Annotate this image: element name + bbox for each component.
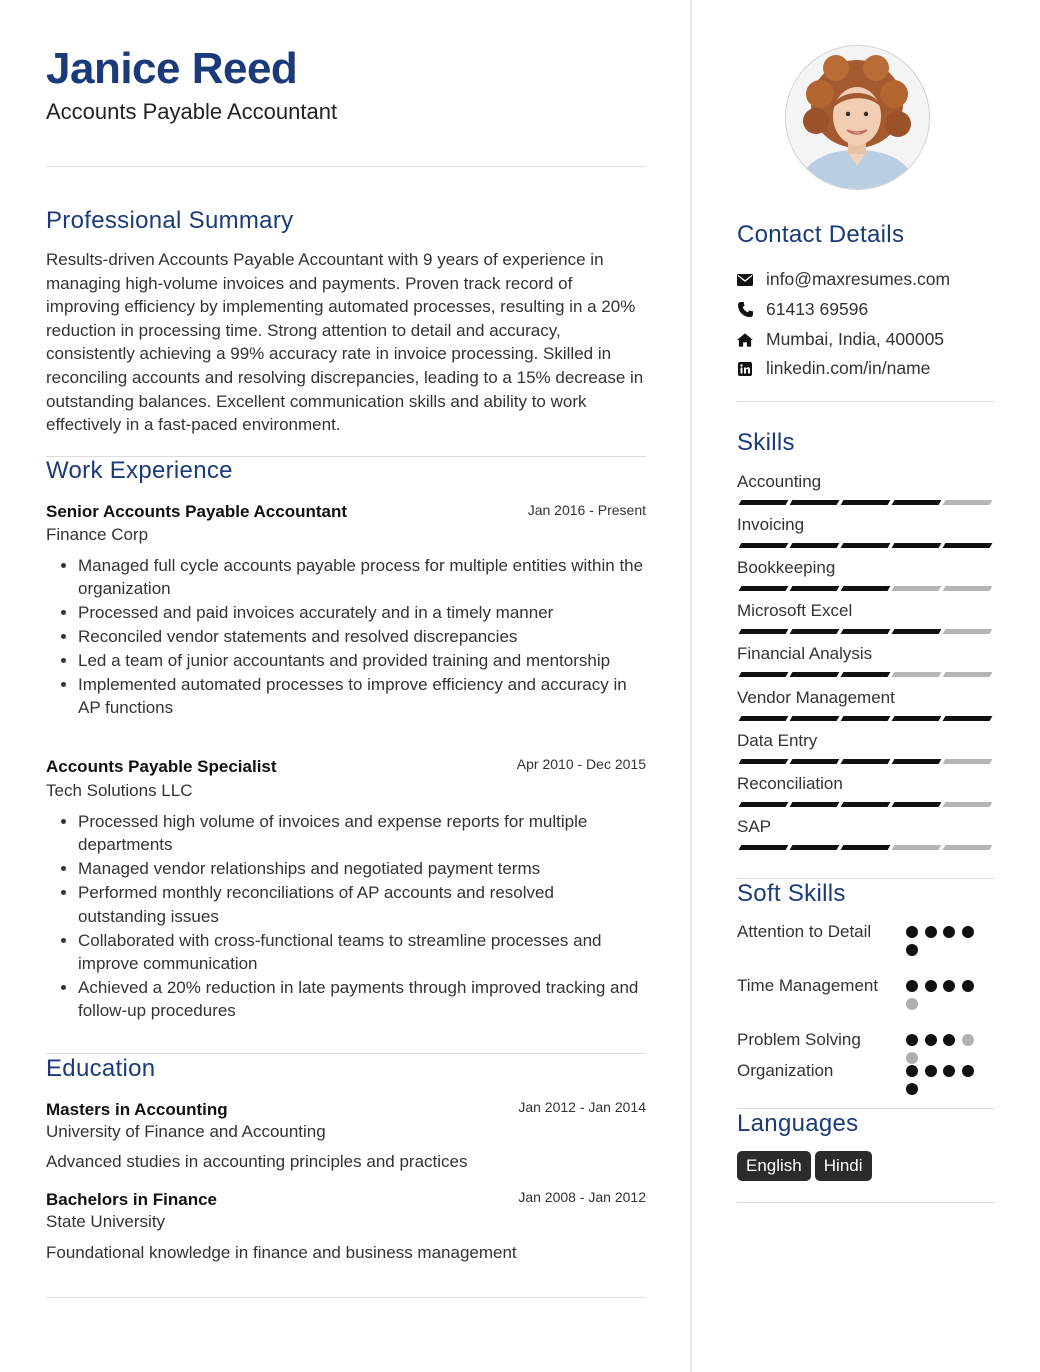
rating-dot (906, 1083, 918, 1095)
contact-email-text: info@maxresumes.com (766, 269, 951, 289)
summary-heading: Professional Summary (46, 207, 294, 234)
divider (46, 1297, 646, 1298)
rating-dot (943, 1065, 955, 1077)
contact-address (737, 329, 944, 350)
skill-level-bar (740, 802, 991, 807)
degree-title: Bachelors in Finance (46, 1190, 217, 1209)
list-item: • Processed high volume of invoices and expense reports for multiple departments (78, 810, 646, 857)
divider (737, 878, 995, 879)
summary-text: Results-driven Accounts Payable Accountant with 9 years of experience in managing high-volume invoices and payments. Proven track record of improving efficiency by implementing automated processes, resulting in a 20% reduction in processing time. Strong attention to detail and accuracy, consistently achieving a 99% accuracy rate in invoice processing. Skilled in reconciling accounts and resolving discrepancies, leading to a 15% decrease in outstanding balances. Excellent communication skills and ability to work effectively in a fast-paced environment. (46, 250, 644, 435)
skill-level-bar (740, 716, 991, 721)
list-item: • Managed full cycle accounts payable process for multiple entities within the organization (78, 554, 646, 601)
rating-dot (962, 1034, 974, 1046)
skill-level-segment (943, 759, 993, 764)
skill-level-segment (841, 845, 891, 850)
contact-linkedin-text: linkedin.com/in/name (766, 358, 931, 378)
skill-level-segment (841, 759, 891, 764)
experience-heading: Work Experience (46, 457, 233, 484)
candidate-title: Accounts Payable Accountant (46, 99, 338, 124)
contact-heading: Contact Details (737, 221, 905, 248)
skill-level-segment (739, 586, 789, 591)
rating-dot (906, 1034, 918, 1046)
skill-name: Accounting (737, 472, 822, 491)
contact-email[interactable] (737, 269, 950, 290)
skill-level-segment (739, 759, 789, 764)
education-heading: Education (46, 1055, 156, 1082)
rating-dot (962, 1065, 974, 1077)
rating-dot (906, 1065, 918, 1077)
skill-level-bar (740, 629, 991, 634)
skill-level-segment (790, 845, 840, 850)
languages-heading: Languages (737, 1110, 859, 1137)
skill-level-segment (841, 629, 891, 634)
skill-level-segment (739, 845, 789, 850)
skill-level-bar (740, 845, 991, 850)
skill-level-segment (943, 500, 993, 505)
job-bullets (46, 810, 646, 1023)
list-item: • Achieved a 20% reduction in late payments through improved tracking and follow-up procedures (78, 976, 646, 1023)
skill-level-segment (739, 500, 789, 505)
skill-level-segment (790, 802, 840, 807)
skill-name: Reconciliation (737, 773, 843, 793)
degree-description: Advanced studies in accounting principles and practices (46, 1152, 468, 1171)
soft-skills-heading: Soft Skills (737, 880, 846, 907)
skill-level-segment (739, 629, 789, 634)
skill-name: Financial Analysis (737, 644, 873, 664)
avatar (785, 45, 930, 190)
skill-level-segment (943, 845, 993, 850)
skill-level-bar (740, 543, 991, 548)
rating-dot (925, 1034, 937, 1046)
skill-level-bar (740, 586, 991, 591)
divider (46, 1053, 646, 1054)
rating-dot (925, 980, 937, 992)
skill-level-segment (943, 629, 993, 634)
list-item: • Collaborated with cross-functional teams to streamline processes and improve communication (78, 929, 646, 976)
skill-level-segment (943, 672, 993, 677)
skill-level-segment (841, 500, 891, 505)
skill-level-segment (790, 586, 840, 591)
skill-level-segment (790, 759, 840, 764)
home-icon (737, 332, 753, 348)
soft-skill-name: Organization (737, 1061, 834, 1080)
list-item: • Led a team of junior accountants and provided training and mentorship (78, 649, 646, 672)
contact-phone[interactable] (737, 299, 868, 320)
list-item: • Implemented automated processes to improve efficiency and accuracy in AP functions (78, 673, 646, 720)
contact-address-text: Mumbai, India, 400005 (766, 329, 945, 349)
divider (46, 166, 646, 167)
skill-level-segment (892, 672, 942, 677)
skill-level-segment (892, 543, 942, 548)
divider (737, 1108, 995, 1109)
skill-level-segment (790, 500, 840, 505)
skill-level-segment (841, 802, 891, 807)
skill-level-segment (892, 759, 942, 764)
skill-name: Vendor Management (737, 687, 895, 707)
degree-date: Jan 2008 - Jan 2012 (518, 1189, 646, 1205)
skill-level-segment (943, 586, 993, 591)
rating-dot (925, 1065, 937, 1077)
skill-level-segment (943, 802, 993, 807)
skill-level-segment (739, 802, 789, 807)
skill-level-bar (740, 500, 991, 505)
job-date: Jan 2016 - Present (527, 502, 646, 518)
candidate-name: Janice Reed (46, 44, 298, 93)
divider (737, 401, 995, 402)
school-name: University of Finance and Accounting (46, 1122, 326, 1141)
skill-level-segment (892, 716, 942, 721)
skill-level-segment (790, 543, 840, 548)
list-item: • Performed monthly reconciliations of AP accounts and resolved outstanding issues (78, 881, 646, 928)
degree-date: Jan 2012 - Jan 2014 (518, 1099, 646, 1115)
skill-level-segment (892, 845, 942, 850)
skill-level-segment (892, 802, 942, 807)
envelope-icon (737, 272, 753, 288)
rating-dot (962, 980, 974, 992)
phone-icon (737, 302, 753, 318)
rating-dot (962, 926, 974, 938)
skill-level-segment (790, 716, 840, 721)
list-item: • Reconciled vendor statements and resolved discrepancies (78, 625, 646, 648)
contact-linkedin[interactable] (737, 358, 930, 379)
rating-dot (943, 1034, 955, 1046)
job-bullets (46, 554, 646, 720)
skill-level-segment (841, 716, 891, 721)
language-badge: Hindi (815, 1151, 872, 1181)
soft-skill-rating (906, 980, 982, 1010)
skill-level-segment (943, 543, 993, 548)
skill-level-segment (943, 716, 993, 721)
skill-name: Invoicing (737, 515, 805, 535)
skill-level-bar (740, 759, 991, 764)
soft-skill-name: Time Management (737, 976, 879, 995)
skill-name: SAP (737, 816, 772, 836)
rating-dot (906, 980, 918, 992)
rating-dot (943, 926, 955, 938)
skill-level-segment (841, 543, 891, 548)
soft-skill-name: Attention to Detail (737, 922, 872, 941)
column-divider (690, 0, 692, 1372)
rating-dot (906, 1052, 918, 1064)
soft-skill-rating (906, 1034, 982, 1064)
list-item: • Managed vendor relationships and negotiated payment terms (78, 857, 646, 880)
skill-level-segment (790, 672, 840, 677)
skill-level-segment (892, 500, 942, 505)
skill-level-segment (841, 672, 891, 677)
languages-list (737, 1151, 876, 1181)
soft-skill-rating (906, 1065, 982, 1095)
skill-name: Data Entry (737, 730, 818, 750)
portrait-icon (786, 46, 929, 189)
skill-level-segment (739, 672, 789, 677)
rating-dot (906, 926, 918, 938)
job-date: Apr 2010 - Dec 2015 (516, 756, 646, 772)
rating-dot (906, 944, 918, 956)
skills-heading: Skills (737, 429, 795, 456)
rating-dot (906, 998, 918, 1010)
skill-level-segment (739, 716, 789, 721)
job-title: Senior Accounts Payable Accountant (46, 502, 348, 521)
skill-name: Bookkeeping (737, 558, 836, 578)
rating-dot (925, 926, 937, 938)
contact-phone-text: 61413 69596 (766, 299, 869, 319)
skill-level-segment (892, 586, 942, 591)
school-name: State University (46, 1212, 166, 1231)
degree-description: Foundational knowledge in finance and business management (46, 1243, 517, 1262)
skill-level-segment (892, 629, 942, 634)
job-title: Accounts Payable Specialist (46, 757, 277, 776)
skill-name: Microsoft Excel (737, 601, 853, 621)
rating-dot (943, 980, 955, 992)
divider (737, 1202, 995, 1203)
list-item: • Processed and paid invoices accurately and in a timely manner (78, 601, 646, 624)
degree-title: Masters in Accounting (46, 1100, 228, 1119)
job-company: Finance Corp (46, 525, 149, 544)
skill-level-segment (841, 586, 891, 591)
soft-skill-name: Problem Solving (737, 1030, 861, 1049)
skill-level-segment (790, 629, 840, 634)
language-badge: English (737, 1151, 811, 1181)
soft-skill-rating (906, 926, 982, 956)
linkedin-icon (737, 361, 753, 377)
job-company: Tech Solutions LLC (46, 781, 193, 800)
skill-level-bar (740, 672, 991, 677)
skill-level-segment (739, 543, 789, 548)
